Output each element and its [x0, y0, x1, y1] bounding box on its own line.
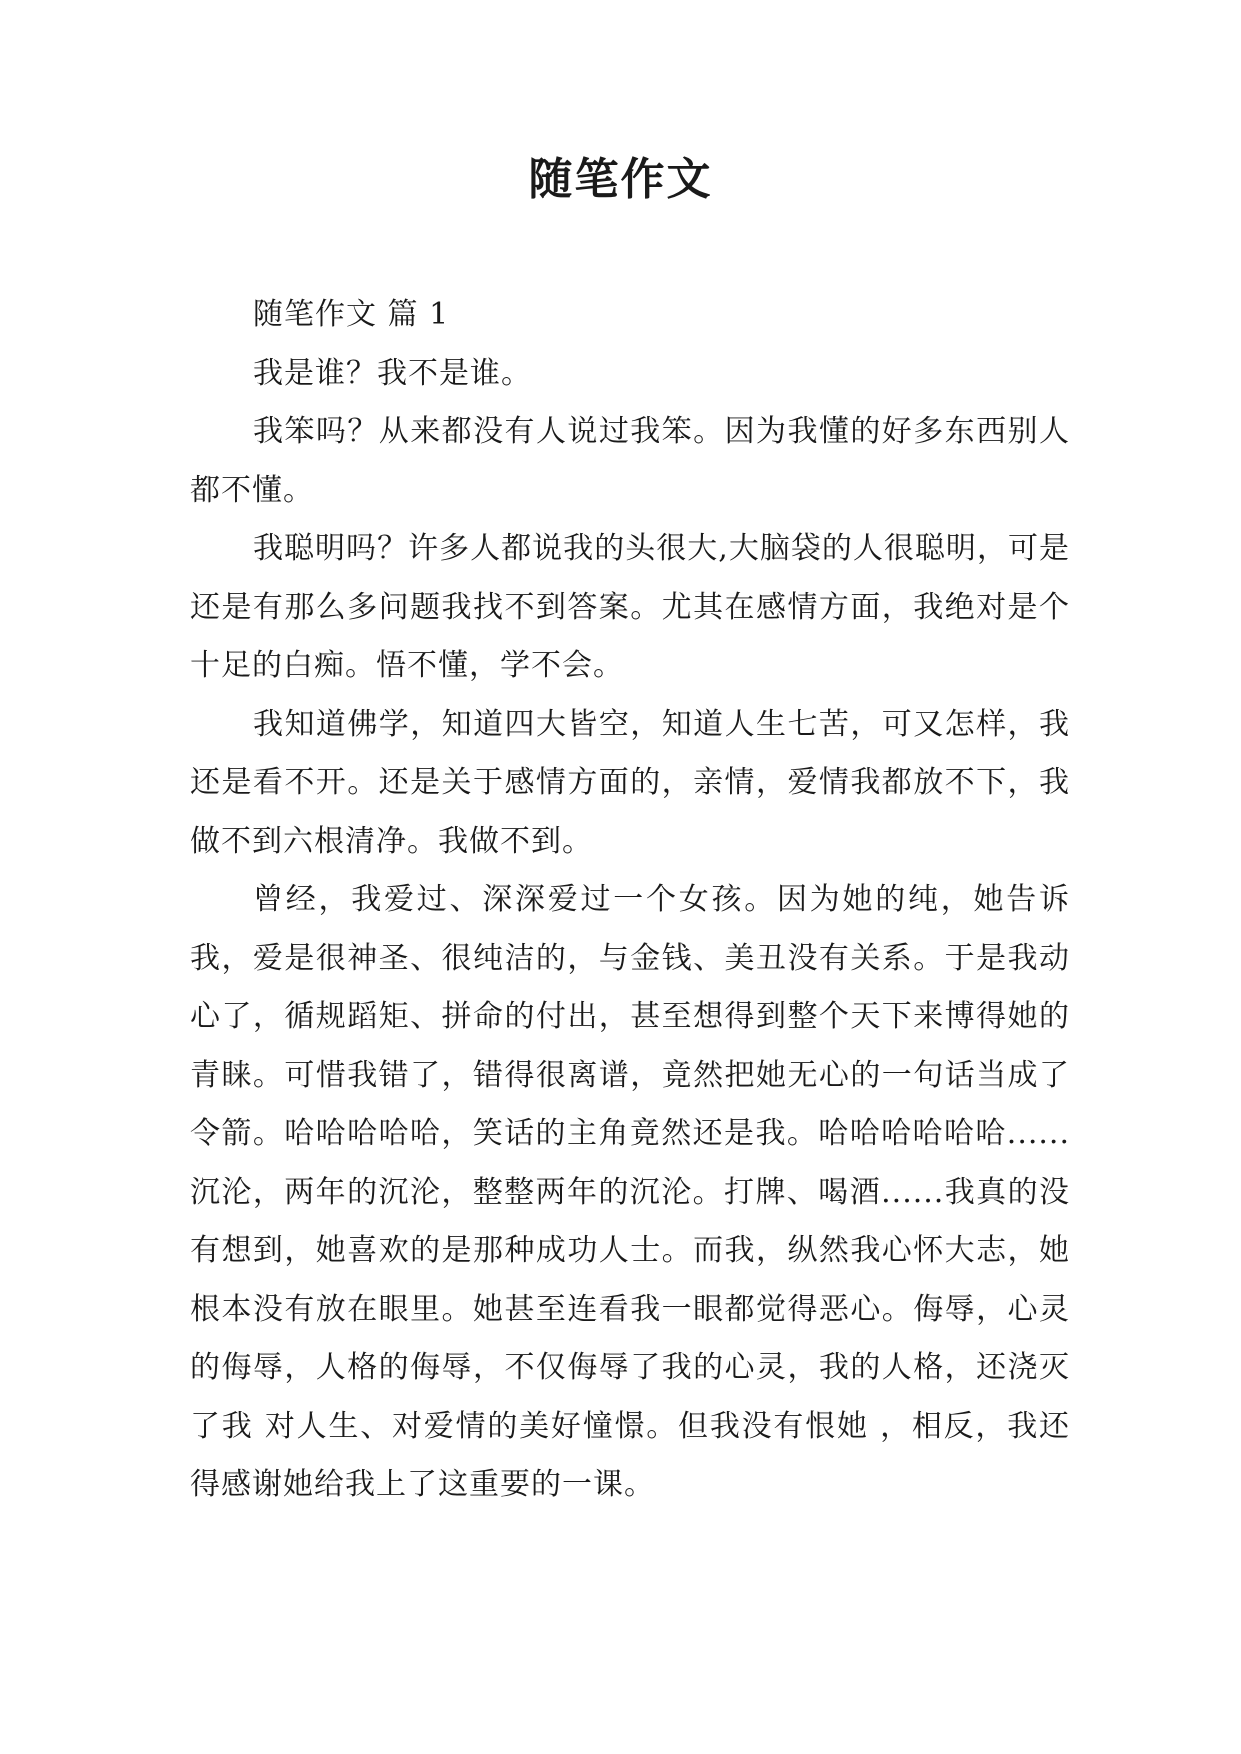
paragraph-1: 我是谁？我不是谁。: [253, 355, 532, 391]
paragraph-5: 曾经，我爱过、深深爱过一个女孩。因为她的纯，她告诉我，爱是很神圣、很纯洁的，与金钱、美丑没有关系。于是我动心了，循规蹈矩、拼命的付出，甚至想得到整个天下来博得她的青睐。可惜我错了，错得很离谱，竟然把她无心的一句话当成了令箭。哈哈哈哈哈，笑话的主角竟然还是我。哈哈哈哈哈哈......沉沦，两年的沉沦，整整两年的沉沦。打牌、喝酒......我真的没有想到，她喜欢的是那种成功人士。而我，纵然我心怀大志，她根本没有放在眼里。她甚至连看我一眼都觉得恶心。侮辱，心灵的侮辱，人格的侮辱，不仅侮辱了我的心灵，我的人格，还浇灭了我 对人生、对爱情的美好憧憬。但我没有恨她 ，相反，我还得感谢她给我上了这重要的一课。: [190, 882, 1070, 1502]
section-heading: 随笔作文 篇 1: [253, 297, 450, 332]
paragraph-4: 我知道佛学，知道四大皆空，知道人生七苦，可又怎样，我还是看不开。还是关于感情方面的，亲情，爱情我都放不下，我做不到六根清净。我做不到。: [190, 706, 1070, 859]
paragraph-3: 我聪明吗？许多人都说我的头很大,大脑袋的人很聪明，可是还是有那么多问题我找不到答案。尤其在感情方面，我绝对是个十足的白痴。悟不懂，学不会。: [190, 531, 1070, 683]
paragraph-2: 我笨吗？从来都没有人说过我笨。因为我懂的好多东西别人都不懂。: [190, 414, 1070, 508]
document-title: 随笔作文: [528, 154, 713, 205]
document-body: [190, 286, 1070, 1515]
